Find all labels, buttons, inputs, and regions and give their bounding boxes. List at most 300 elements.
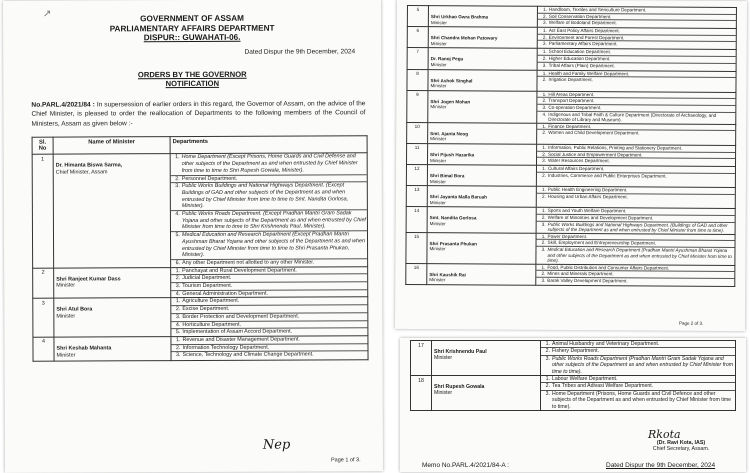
sl-cell: 3 <box>33 299 54 338</box>
sl-cell: 14 <box>406 207 427 233</box>
department-number: 3. <box>545 390 550 397</box>
department-text: Sports and Youth Welfare Department. <box>547 208 627 214</box>
minister-designation: Minister <box>56 352 76 359</box>
department-text: Revenue and Disaster Management Department. <box>182 336 300 344</box>
minister-cell <box>54 337 171 361</box>
department-number: 1. <box>175 154 180 161</box>
department-list <box>537 166 735 179</box>
minister-designation: Minister <box>429 200 446 206</box>
department-text: Environment and Forest Department. <box>548 34 625 41</box>
department-text: Power Department. <box>547 233 588 239</box>
table-row <box>33 336 368 361</box>
minister-name: Shri Jayanta Malla Baruah <box>429 194 488 200</box>
table-row <box>407 48 736 71</box>
department-item <box>537 158 735 165</box>
chief-secretary-signature: Rkota <box>648 428 681 441</box>
department-number: 4. <box>542 111 547 117</box>
department-text: Public Works Roads Department (Pradhan Mantri Gram Sadak Yojana and other subjects of the Department as and when entrusted by Chief Minister from time to time). <box>552 355 734 375</box>
department-number: 1. <box>175 298 181 305</box>
department-text: Information Technology Department. <box>182 344 270 351</box>
department-number: 1. <box>542 165 546 171</box>
department-number: 2. <box>542 76 547 83</box>
department-text: Welfare of Bodoland Department. <box>548 20 617 26</box>
minister-designation: Minister <box>434 390 453 397</box>
minister-name: Shri Chandra Mohan Patowary <box>430 35 498 41</box>
minister-name: Dr. Himanta Biswa Sarma, <box>55 162 123 170</box>
department-number: 2. <box>545 383 550 390</box>
reference-number: No.PARL.4/2021/84 : <box>31 100 95 109</box>
minister-designation: Minister <box>430 40 447 47</box>
letterhead <box>3 13 381 43</box>
department-item <box>538 77 736 84</box>
minister-cell <box>428 69 537 91</box>
department-item <box>537 172 735 179</box>
department-text: Labour Welfare Department. <box>552 376 618 383</box>
table-row <box>32 153 367 268</box>
department-number: 1. <box>541 187 546 193</box>
department-number: 3. <box>542 41 547 47</box>
department-item <box>541 383 735 390</box>
sl-cell: 8 <box>407 69 428 90</box>
minister-designation: Minister <box>429 221 446 227</box>
department-text: Co-operation Department. <box>548 104 602 111</box>
department-number: 2. <box>542 172 546 178</box>
department-number: 3. <box>541 277 546 283</box>
department-text: Hill Areas Department. <box>548 91 595 97</box>
department-item <box>172 352 368 360</box>
signatory-name: (Dr. Ravi Kota, IAS) <box>656 440 706 446</box>
department-list <box>541 376 735 410</box>
department-text: Medical Education and Research Department (Pradhan Mantri Ayushman Bharat Yojana and other subjects of the Department as and when entrusted by Chief Minister from time to time). <box>547 246 732 264</box>
departments-cell <box>537 49 736 71</box>
minister-cell <box>427 263 536 285</box>
department-text: Act East Policy Affairs Department. <box>548 28 620 34</box>
table-row <box>33 297 368 337</box>
departments-cell <box>537 6 736 28</box>
orders-title: ORDERS BY THE GOVERNOR <box>137 69 247 79</box>
department-number: 1. <box>542 144 547 150</box>
table-row <box>407 122 736 145</box>
departments-cell <box>541 341 736 376</box>
department-number: 3. <box>175 283 181 290</box>
department-item <box>541 348 735 355</box>
minister-name: Shri Bimal Bora <box>429 173 465 179</box>
minister-designation: Minister <box>430 136 447 142</box>
minister-cell <box>427 232 536 264</box>
minister-cell <box>432 376 541 411</box>
sl-cell: 6 <box>407 27 428 48</box>
departments-cell <box>536 208 735 235</box>
department-item <box>537 130 735 137</box>
table-row <box>407 90 736 124</box>
department-text: Social Justice and Empowerment Department. <box>548 151 643 157</box>
department-number: 1. <box>542 28 547 34</box>
sl-cell: 1 <box>32 155 53 268</box>
table-row <box>406 207 735 234</box>
col-name: Name of Minister <box>53 137 170 155</box>
minister-cell <box>53 154 170 268</box>
minister-designation: Minister <box>430 19 447 25</box>
departments-cell <box>537 70 736 92</box>
table-body <box>406 5 737 286</box>
ministers-table-page-1 <box>32 135 369 361</box>
department-number: 6. <box>175 260 181 267</box>
department-text: Tribal Affairs (Plain) Department. <box>548 62 616 68</box>
sl-cell: 15 <box>406 232 427 263</box>
department-text: Parliamentary Affairs Department. <box>548 41 618 47</box>
department-number: 3. <box>175 313 181 320</box>
department-number: 1. <box>541 264 546 270</box>
minister-name: Shri Ashok Singhal <box>430 77 473 83</box>
minister-name: Smt. Ajanta Neog <box>430 130 469 137</box>
department-list <box>537 208 735 234</box>
department-item <box>541 376 735 383</box>
department-text: Handloom, Textiles and Sericulture Department. <box>548 6 647 13</box>
department-item <box>538 62 736 69</box>
department-text: Implementation of Assam Accord Department. <box>182 328 293 336</box>
department-number: 1. <box>542 91 547 97</box>
department-number: 4. <box>175 290 181 297</box>
department-text: Health and Family Welfare Department. <box>548 70 630 76</box>
department-number: 1. <box>545 376 550 383</box>
minister-cell <box>427 207 536 233</box>
department-text: Border Protection and Development Department. <box>182 313 300 320</box>
minister-name: Shri Prasanta Phukan <box>429 240 478 247</box>
table-body <box>32 153 368 361</box>
department-text: Fishery Department. <box>552 348 599 355</box>
minister-name: Shri Atul Bora <box>56 306 93 314</box>
department-number: 2. <box>541 214 546 220</box>
department-text: Industries, Commerce and Public Enterprises Department. <box>547 172 667 179</box>
minister-cell <box>428 48 537 70</box>
department-number: 1. <box>542 49 547 55</box>
sl-cell: 9 <box>407 90 428 122</box>
department-text: Public Works Buildings and National Highways Department. (Buildings of GAD and other subjects of the Department as and when entrusted by Chief Minister from time to time). <box>547 221 728 234</box>
table-header-row <box>32 136 367 155</box>
department-item <box>536 247 734 265</box>
department-list <box>537 145 735 165</box>
department-list <box>536 234 734 265</box>
departments-cell <box>536 144 735 166</box>
department-number: 3. <box>176 352 181 359</box>
department-number: 3. <box>542 157 547 163</box>
department-text: Panchayat and Rural Development Department. <box>182 267 297 274</box>
department-text: Tourism Department. <box>182 282 233 290</box>
signatory-block <box>622 440 740 453</box>
minister-cell <box>427 186 536 208</box>
minister-name: Shri Urkhao Gwra Brahma <box>430 14 489 20</box>
department-number: 2. <box>545 348 550 355</box>
memo-number: Memo No.PARL.4/2021/84-A : <box>422 462 509 469</box>
department-item <box>537 221 735 233</box>
col-sl: Sl. No <box>32 137 53 154</box>
departments-cell <box>536 165 735 187</box>
department-number: 3. <box>541 246 546 252</box>
department-list <box>171 267 367 298</box>
document-page-2 <box>395 0 747 331</box>
department-text: Housing and Urban Affairs Department. <box>547 193 628 200</box>
department-number: 2. <box>542 34 547 40</box>
department-text: Home Department (Prisons, Home Guards and Civil Defence and other subjects of the Department as and when entrusted by Chief Minister from time to time). <box>552 390 732 410</box>
sl-cell: 18 <box>411 376 432 411</box>
department-item <box>171 182 367 211</box>
department-text: Water Resources Department. <box>548 157 610 164</box>
ministers-table-page-3 <box>410 340 736 411</box>
departments-cell <box>170 153 367 267</box>
sl-cell: 13 <box>406 186 427 207</box>
sl-cell: 11 <box>406 143 427 164</box>
department-text: Public Health Engineering Department. <box>547 187 628 193</box>
pen-mark: ↗ <box>43 8 52 20</box>
department-text: Transport Department. <box>548 98 595 104</box>
minister-cell <box>427 144 536 166</box>
departments-cell <box>536 264 735 286</box>
department-list <box>538 28 736 48</box>
departments-cell <box>537 123 736 145</box>
orders-heading <box>3 69 381 89</box>
table-row <box>406 165 735 188</box>
minister-designation: Minister <box>430 104 447 110</box>
department-text: Information, Public Relations, Printing and Stationery Department. <box>548 144 683 151</box>
department-text: Judicial Department. <box>182 275 232 282</box>
department-number: 1. <box>543 6 547 12</box>
minister-designation: Minister <box>430 83 447 89</box>
minister-cell <box>428 122 537 144</box>
department-list <box>538 49 736 69</box>
government-title: GOVERNMENT OF ASSAM <box>140 13 245 24</box>
minister-cell <box>428 27 537 49</box>
department-list <box>538 70 736 83</box>
minister-designation: Minister <box>56 282 76 289</box>
department-number: 2. <box>542 130 547 136</box>
department-item <box>171 290 367 298</box>
department-number: 2. <box>175 275 181 282</box>
department-text: Skill, Employment and Entrepreneurship Department. <box>547 240 657 246</box>
department-text: Food, Public Distribution and Consumer Affairs Department. <box>547 264 670 271</box>
table-row <box>407 5 736 28</box>
department-text: Cultural Affairs Department. <box>547 165 605 172</box>
department-list <box>171 298 367 336</box>
sl-cell: 7 <box>407 48 428 69</box>
department-list <box>537 187 735 200</box>
table-row <box>411 341 736 376</box>
department-text: Any other Department not allotted to any other Minister. <box>182 259 315 267</box>
minister-designation: Minister <box>429 246 446 252</box>
minister-cell <box>427 165 536 187</box>
department-number: 1. <box>542 123 547 129</box>
dated-line: Dated Dispur the 9th December, 2024 <box>244 47 356 56</box>
department-text: General Administration Department. <box>182 290 268 297</box>
departments-cell <box>541 376 736 411</box>
department-number: 5. <box>175 329 181 336</box>
minister-name: Dr. Ranoj Pegu <box>430 56 464 62</box>
minister-name: Shri Rupesh Gowala <box>434 384 485 391</box>
department-number: 3. <box>545 355 550 362</box>
department-text: Public Works Roads Department. (Except Pradhan Mantri Gram Sadak Yojana and other subjects of the Department as and when entrusted by Chief Minister from time to time to Shri Krishnendu Paul, Minister). <box>181 210 366 231</box>
minister-cell <box>432 341 541 376</box>
department-number: 2. <box>542 151 547 157</box>
department-text: Welfare of Minorities and Development Department. <box>547 214 654 221</box>
department-text: Excise Department. <box>182 306 230 313</box>
place-line: DISPUR:: GUWAHATI-06. <box>143 32 241 43</box>
page-number: Page 1 of 3. <box>330 457 361 464</box>
department-number: 4. <box>175 321 181 328</box>
departments-cell <box>537 27 736 49</box>
department-number: 2. <box>543 13 547 19</box>
page-number: Page 2 of 3. <box>679 320 704 326</box>
departments-cell <box>537 91 736 124</box>
departments-cell <box>536 233 735 265</box>
minister-cell <box>428 90 537 123</box>
sl-cell: 12 <box>406 165 427 186</box>
department-number: 1. <box>175 337 181 344</box>
department-text: Soil Conservation Department. <box>548 13 612 19</box>
minister-cell <box>54 267 171 298</box>
department-number: 2. <box>175 306 181 313</box>
department-list <box>171 154 367 267</box>
department-text: Science, Technology and Climate Change Department. <box>182 351 314 359</box>
department-item <box>537 194 735 201</box>
minister-designation: Minister <box>434 355 453 362</box>
minister-designation: Minister <box>56 313 76 320</box>
department-list <box>538 7 736 27</box>
department-number: 1. <box>545 341 550 347</box>
department-text: Women and Child Development Department. <box>548 130 640 136</box>
table-row <box>406 232 735 265</box>
sl-cell: 17 <box>411 341 432 376</box>
department-item <box>537 111 735 123</box>
department-item <box>536 278 734 285</box>
department-number: 1. <box>541 208 546 214</box>
sl-cell: 10 <box>407 122 428 143</box>
department-number: 2. <box>175 175 180 182</box>
departments-cell <box>171 266 368 298</box>
department-item <box>171 154 367 176</box>
minister-designation: Minister <box>429 277 446 283</box>
notification-title: NOTIFICATION <box>165 78 220 88</box>
department-text: Finance Department. <box>548 123 592 129</box>
department-number: 1. <box>175 267 181 274</box>
department-item <box>171 210 367 232</box>
department-list <box>171 336 367 359</box>
department-text: Barak Valley Development Department. <box>547 277 628 284</box>
department-item <box>541 341 735 348</box>
minister-designation: Minister <box>430 62 447 68</box>
department-text: School Education Department. <box>548 49 612 55</box>
table-row <box>406 143 735 166</box>
department-title: PARLIAMENTARY AFFAIRS DEPARTMENT <box>109 23 275 33</box>
minister-designation: Chief Minister, Assam <box>55 169 108 176</box>
memo-dated: Dated Dispur the 9th December, 2024 <box>606 462 716 469</box>
department-text: Agriculture Department. <box>182 298 240 305</box>
minister-name: Shri Keshab Mahanta <box>56 345 112 352</box>
department-text: Tea Tribes and Adivasi Welfare Department. <box>552 383 654 390</box>
minister-cell <box>54 298 171 337</box>
minister-name: Shri Jogen Mohan <box>430 98 471 105</box>
department-number: 2. <box>542 55 547 61</box>
department-item <box>171 329 367 337</box>
table-row <box>411 376 736 411</box>
department-number: 3. <box>175 183 180 190</box>
department-number: 3. <box>543 20 547 26</box>
department-text: Horticulture Department. <box>182 321 242 328</box>
minister-name: Shri Ranjeet Kumar Dass <box>56 275 121 283</box>
minister-designation: Minister <box>430 157 447 163</box>
department-text: Personnel Department. <box>181 175 238 182</box>
department-list <box>537 124 735 137</box>
department-number: 2. <box>541 271 546 277</box>
table-row <box>406 263 735 286</box>
order-paragraph <box>31 99 365 129</box>
table-row <box>407 27 736 50</box>
department-item <box>171 259 367 267</box>
table-body <box>411 341 736 411</box>
minister-name: Shri Kaushik Rai <box>429 271 466 278</box>
sl-cell: 5 <box>407 5 428 26</box>
table-row <box>406 186 735 209</box>
department-item <box>541 356 735 375</box>
department-text: Mines and Minerals Department. <box>547 271 614 277</box>
department-number: 4. <box>175 211 180 218</box>
department-text: Irrigation Department. <box>548 77 593 83</box>
department-number: 3. <box>541 221 546 227</box>
department-number: 5. <box>175 232 181 239</box>
sl-cell: 4 <box>33 337 54 361</box>
sl-cell: 16 <box>406 263 427 284</box>
document-page-3 <box>400 338 746 472</box>
department-number: 3. <box>542 62 547 68</box>
signatory-title: Chief Secretary, Assam. <box>652 446 710 453</box>
department-text: Public Works Buildings and National Highways Department. (Except Buildings of GAD and other subjects of the Department as and when entrusted by Chief Minister from time to time to Smt. Nandita Gorlosa, Minister). <box>181 182 349 210</box>
department-number: 3. <box>542 104 547 110</box>
department-number: 1. <box>542 70 547 76</box>
sl-cell: 2 <box>33 268 54 299</box>
department-item <box>538 20 736 27</box>
minister-name: Smt. Nandita Gorlosa <box>429 215 477 221</box>
minister-name: Shri Pijush Hazarika <box>430 152 475 158</box>
table-row <box>407 69 736 92</box>
department-list <box>541 341 735 375</box>
department-text: Medical Education and Research Department (Except Pradhan Mantri Ayushman Bharat Yojana and other subjects of the Department as and when entrusted by Chief Minister from time to time to Shri Prasanta Phukan, Minister). <box>181 231 365 259</box>
department-number: 2. <box>175 344 181 351</box>
minister-designation: Minister <box>429 178 447 184</box>
department-item <box>171 231 367 260</box>
department-list <box>536 265 734 285</box>
initial-signature: Nep <box>262 437 291 453</box>
department-text: Indigenous and Tribal Faith & Culture Department (Directorate of Archaeology, and Directorate of Library and Museum). <box>548 111 717 123</box>
col-departments: Departments <box>170 136 367 154</box>
departments-cell <box>536 187 735 209</box>
department-number: 1. <box>541 233 546 239</box>
department-number: 2. <box>541 240 546 246</box>
department-list <box>537 92 735 124</box>
department-item <box>541 391 735 410</box>
document-page-1 <box>3 0 383 473</box>
ministers-table-page-2 <box>405 5 737 287</box>
paragraph-text: In supersession of earlier orders in this regard, the Governor of Assam, on the advice of the Chief Minister, is pleased to order the reallocation of Departments to the following members of the Council of Ministers, Assam as given below :- <box>31 99 366 128</box>
table-row <box>33 266 368 298</box>
department-number: 2. <box>541 193 546 199</box>
department-text: Animal Husbandry and Veterinary Department. <box>552 341 660 347</box>
minister-cell <box>428 6 537 28</box>
department-text: Home Department (Except Prisons, Home Guards and Civil Defense and other subjects of the Department as and when entrusted by Chief Minister from time to time to Shri Rupesh Gowala, Minister). <box>181 153 358 174</box>
departments-cell <box>171 297 368 336</box>
department-text: Higher Education Department. <box>548 55 611 62</box>
minister-name: Shri Krishnendu Paul <box>434 349 487 355</box>
departments-cell <box>171 336 368 361</box>
department-number: 2. <box>542 98 547 104</box>
department-item <box>538 41 736 48</box>
